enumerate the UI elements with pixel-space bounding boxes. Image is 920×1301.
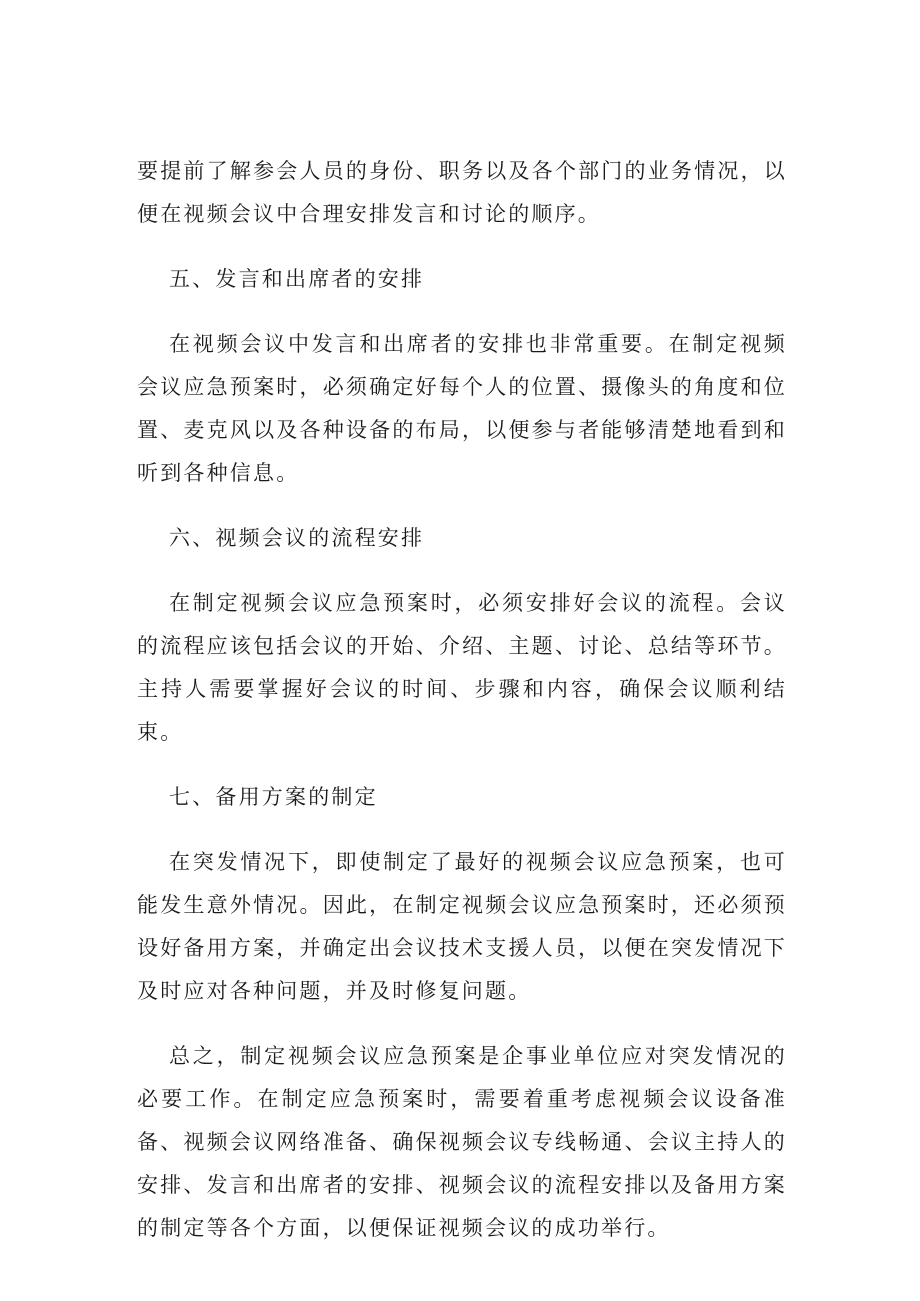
spacer bbox=[137, 560, 787, 582]
document-page bbox=[137, 150, 787, 1250]
section-heading-5: 五、发言和出席者的安排 bbox=[169, 267, 425, 291]
spacer bbox=[137, 236, 787, 258]
spacer bbox=[137, 819, 787, 841]
paragraph-section-6: 在制定视频会议应急预案时，必须安排好会议的流程。会议的流程应该包括会议的开始、介绍、主题、讨论、总结等环节。主持人需要掌握好会议的时间、步骤和内容，确保会议顺利结束。 bbox=[137, 591, 787, 744]
section-heading-6: 六、视频会议的流程安排 bbox=[169, 526, 425, 550]
section-heading-7: 七、备用方案的制定 bbox=[169, 785, 378, 809]
paragraph-continued: 要提前了解参会人员的身份、职务以及各个部门的业务情况，以便在视频会议中合理安排发言和讨论的顺序。 bbox=[137, 159, 787, 226]
paragraph-section-5: 在视频会议中发言和出席者的安排也非常重要。在制定视频会议应急预案时，必须确定好每个人的位置、摄像头的角度和位置、麦克风以及各种设备的布局，以便参与者能够清楚地看到和听到各种信息。 bbox=[137, 332, 787, 485]
paragraph-conclusion: 总之，制定视频会议应急预案是企事业单位应对突发情况的必要工作。在制定应急预案时，需要着重考虑视频会议设备准备、视频会议网络准备、确保视频会议专线畅通、会议主持人的安排、发言和出席者的安排、视频会议的流程安排以及备用方案的制定等各个方面，以便保证视频会议的成功举行。 bbox=[137, 1044, 787, 1240]
paragraph-section-7: 在突发情况下，即使制定了最好的视频会议应急预案，也可能发生意外情况。因此，在制定视频会议应急预案时，还必须预设好备用方案，并确定出会议技术支援人员，以便在突发情况下及时应对各种问题，并及时修复问题。 bbox=[137, 850, 787, 1003]
spacer bbox=[137, 301, 787, 323]
spacer bbox=[137, 754, 787, 776]
spacer bbox=[137, 495, 787, 517]
spacer bbox=[137, 1013, 787, 1035]
